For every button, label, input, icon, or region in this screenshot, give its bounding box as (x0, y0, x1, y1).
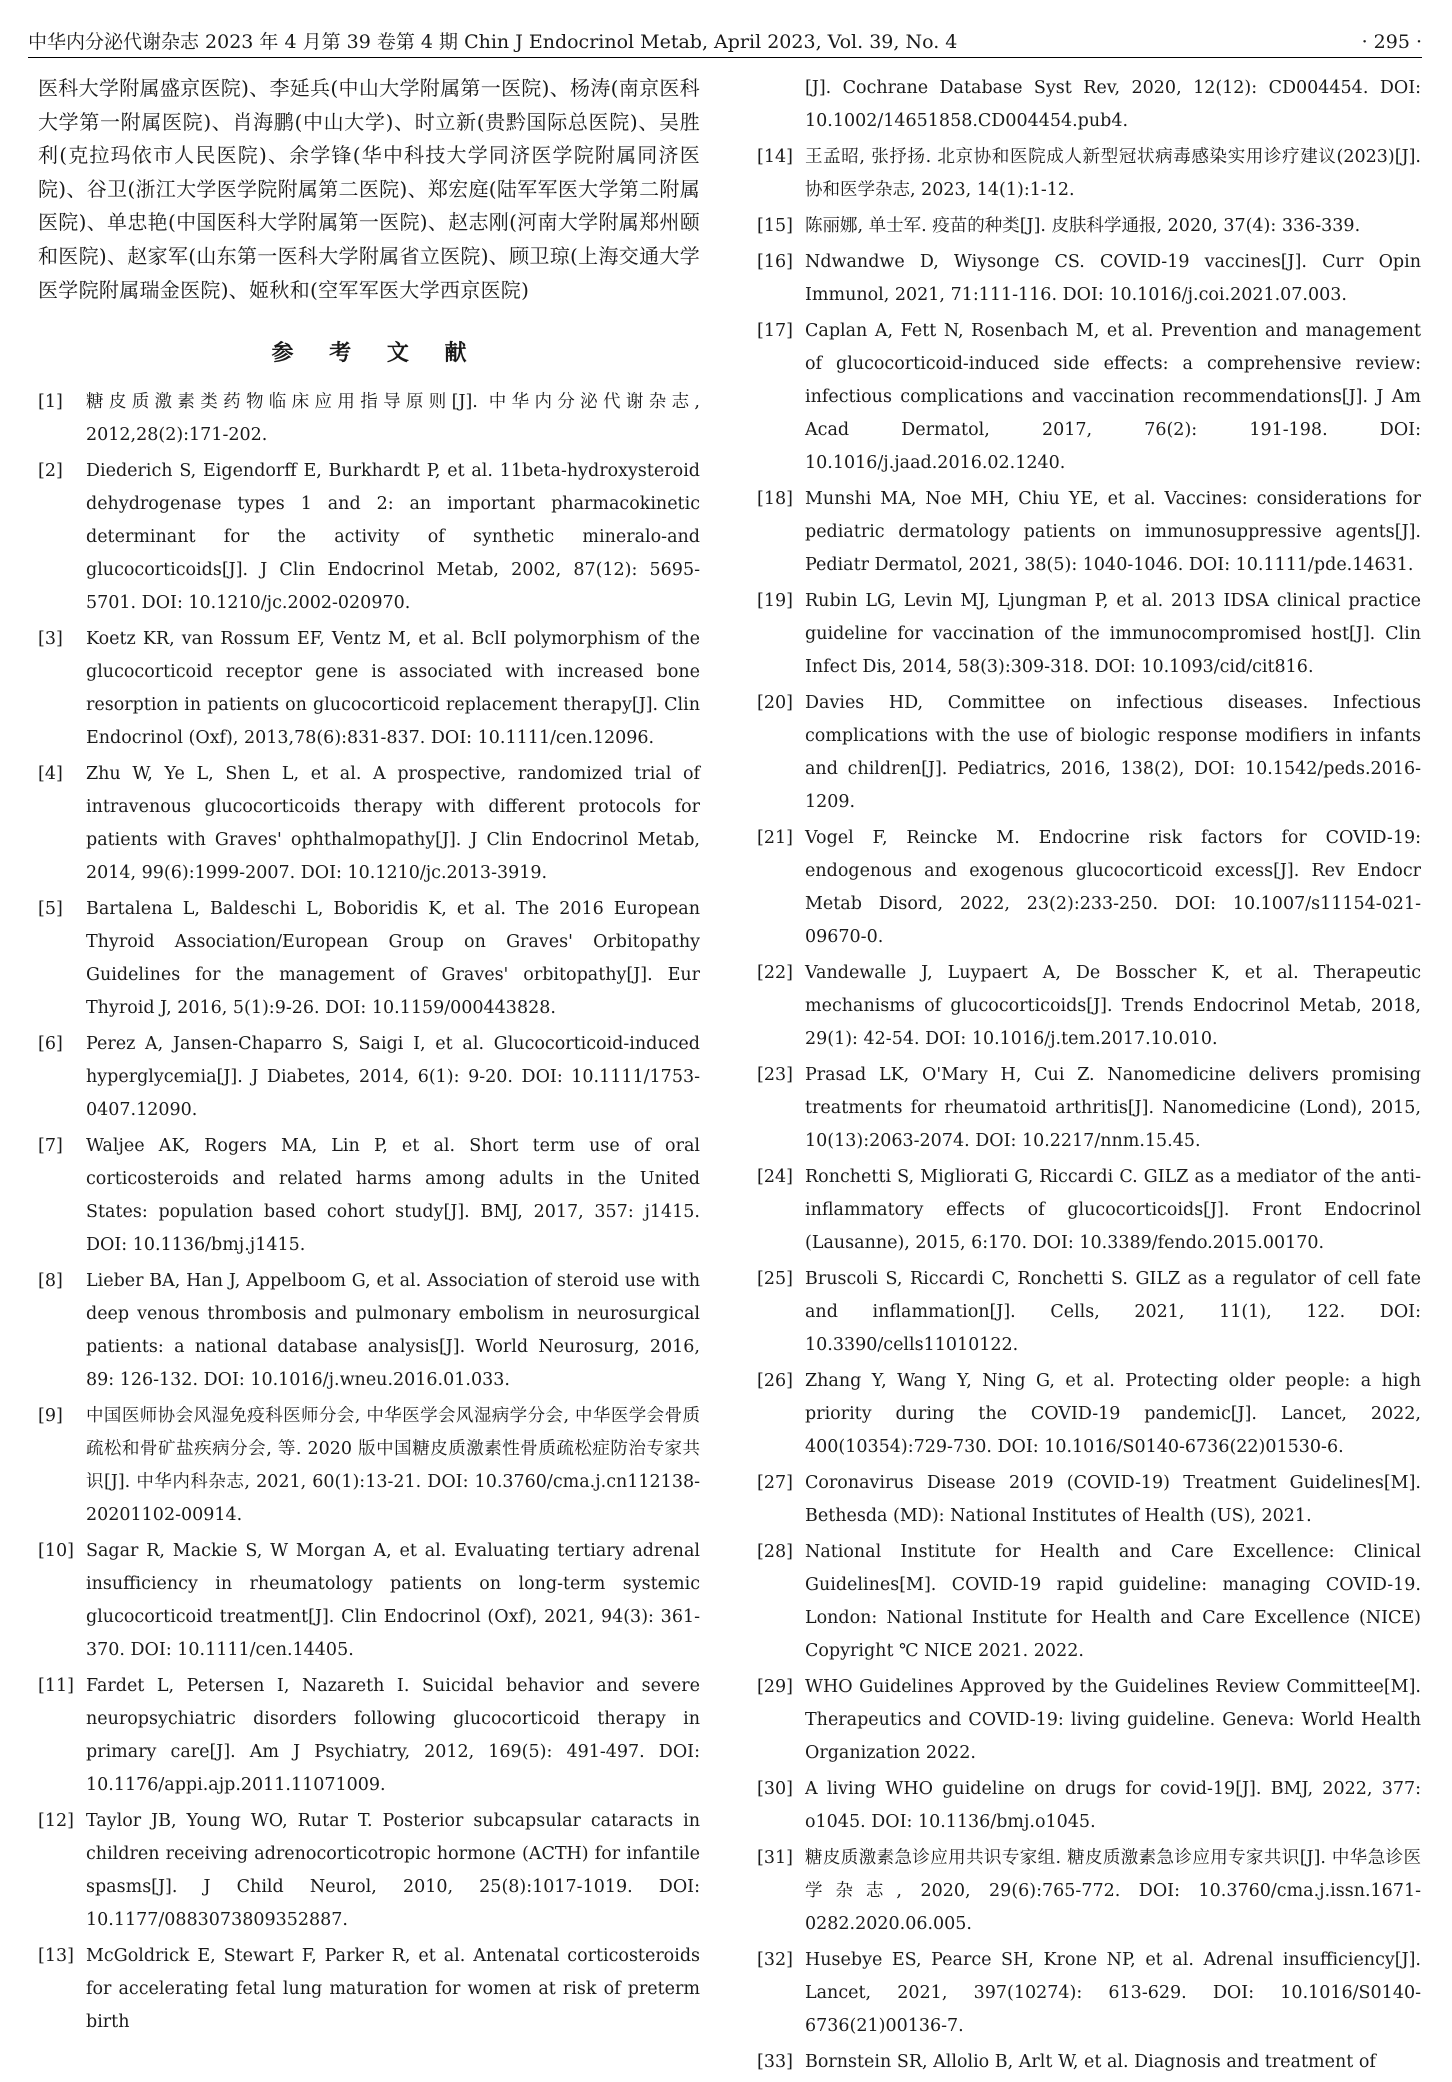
reference-13-continuation: [J]. Cochrane Database Syst Rev, 2020, 12(12): CD004454. DOI: 10.1002/14651858.CD004454.pub4. (805, 78, 1421, 131)
reference-number: [15] (757, 216, 793, 236)
reference-text: Ronchetti S, Migliorati G, Riccardi C. GILZ as a mediator of the anti-inflammatory effects of glucocorticoids[J]. Front Endocrinol (Lausanne), 2015, 6:170. DOI: 10.3389/fendo.2015.00170. (805, 1167, 1421, 1253)
reference-number: [27] (757, 1473, 793, 1493)
reference-number: [29] (757, 1677, 793, 1697)
reference-entry (757, 585, 1421, 684)
reference-text: Munshi MA, Noe MH, Chiu YE, et al. Vaccines: considerations for pediatric dermatology patients on immunosuppressive agents[J]. Pediatr Dermatol, 2021, 38(5): 1040-1046. DOI: 10.1111/pde.14631. (805, 489, 1421, 575)
reference-number: [25] (757, 1269, 793, 1289)
reference-entry (38, 1400, 700, 1532)
reference-number: [4] (38, 764, 63, 785)
reference-number: [3] (38, 629, 63, 650)
reference-entry (38, 1670, 700, 1802)
reference-entry (38, 386, 700, 452)
reference-number: [14] (757, 147, 793, 167)
reference-number: [19] (757, 591, 793, 611)
reference-number: [6] (38, 1034, 63, 1055)
reference-text: Husebye ES, Pearce SH, Krone NP, et al. Adrenal insufficiency[J]. Lancet, 2021, 397(10274): 613-629. DOI: 10.1016/S0140-6736(21)00136-7. (805, 1950, 1421, 2036)
reference-entry (757, 687, 1421, 819)
reference-entry (757, 1773, 1421, 1839)
reference-number: [31] (757, 1848, 793, 1868)
reference-text: Bartalena L, Baldeschi L, Boboridis K, et al. The 2016 European Thyroid Association/European Group on Graves' Orbitopathy Guidelines for the management of Graves' orbitopathy[J]. Eur Thyroid J, 2016, 5(1):9-26. DOI: 10.1159/000443828. (86, 899, 700, 1019)
reference-entry (757, 1059, 1421, 1158)
reference-entry (757, 822, 1421, 954)
reference-number: [1] (38, 392, 63, 413)
reference-text: Taylor JB, Young WO, Rutar T. Posterior subcapsular cataracts in children receiving adrenocorticotropic hormone (ACTH) for infantile spasms[J]. J Child Neurol, 2010, 25(8):1017-1019. DOI: 10.1177/0883073809352887. (86, 1811, 700, 1931)
reference-text: Diederich S, Eigendorff E, Burkhardt P, et al. 11beta-hydroxysteroid dehydrogenase types 1 and 2: an important pharmacokinetic determinant for the activity of synthetic mineralo-and glucocorticoids[J]. J Clin Endocrinol Metab, 2002, 87(12): 5695-5701. DOI: 10.1210/jc.2002-020970. (86, 461, 700, 614)
reference-entry (757, 246, 1421, 312)
reference-entry (38, 455, 700, 620)
reference-entry (757, 957, 1421, 1056)
reference-number: [20] (757, 693, 793, 713)
reference-number: [10] (38, 1541, 74, 1562)
reference-text: National Institute for Health and Care Excellence: Clinical Guidelines[M]. COVID-19 rapid guideline: managing COVID-19. London: National Institute for Health and Care Excellence (NICE) Copyright ℃ NICE 2021. 2022. (805, 1542, 1421, 1661)
reference-entry (757, 1536, 1421, 1668)
reference-entry (38, 893, 700, 1025)
reference-entry (757, 1263, 1421, 1362)
reference-text: Bornstein SR, Allolio B, Arlt W, et al. Diagnosis and treatment of (805, 2052, 1376, 2072)
reference-text: 糖皮质激素类药物临床应用指导原则[J]. 中华内分泌代谢杂志, 2012,28(2):171-202. (86, 392, 700, 446)
reference-number: [26] (757, 1371, 793, 1391)
reference-number: [17] (757, 321, 793, 341)
reference-text: 王孟昭, 张抒扬. 北京协和医院成人新型冠状病毒感染实用诊疗建议(2023)[J]. 协和医学杂志, 2023, 14(1):1-12. (805, 147, 1421, 200)
reference-number: [11] (38, 1676, 74, 1697)
reference-text: Prasad LK, O'Mary H, Cui Z. Nanomedicine delivers promising treatments for rheumatoid arthritis[J]. Nanomedicine (Lond), 2015, 10(13):2063-2074. DOI: 10.2217/nnm.15.45. (805, 1065, 1421, 1151)
running-header (28, 26, 1422, 58)
reference-text: Waljee AK, Rogers MA, Lin P, et al. Short term use of oral corticosteroids and related harms among adults in the United States: population based cohort study[J]. BMJ, 2017, 357: j1415. DOI: 10.1136/bmj.j1415. (86, 1136, 700, 1256)
reference-number: [22] (757, 963, 793, 983)
reference-text: A living WHO guideline on drugs for covid-19[J]. BMJ, 2022, 377: o1045. DOI: 10.1136/bmj.o1045. (805, 1779, 1421, 1832)
reference-entry (38, 1805, 700, 1937)
page-number: · 295 · (1361, 31, 1422, 53)
reference-text: Ndwandwe D, Wiysonge CS. COVID-19 vaccines[J]. Curr Opin Immunol, 2021, 71:111-116. DOI: 10.1016/j.coi.2021.07.003. (805, 252, 1421, 305)
reference-list-right (757, 141, 1421, 2079)
reference-text: WHO Guidelines Approved by the Guidelines Review Committee[M]. Therapeutics and COVID-19: living guideline. Geneva: World Health Organization 2022. (805, 1677, 1421, 1763)
reference-text: Vogel F, Reincke M. Endocrine risk factors for COVID-19: endogenous and exogenous glucocorticoid excess[J]. Rev Endocr Metab Disord, 2022, 23(2):233-250. DOI: 10.1007/s11154-021-09670-0. (805, 828, 1421, 947)
reference-text: Caplan A, Fett N, Rosenbach M, et al. Prevention and management of glucocorticoid-induced side effects: a comprehensive review: infectious complications and vaccination recommendations[J]. J Am Acad Dermatol, 2017, 76(2): 191-198. DOI: 10.1016/j.jaad.2016.02.1240. (805, 321, 1421, 473)
reference-text: Sagar R, Mackie S, W Morgan A, et al. Evaluating tertiary adrenal insufficiency in rheumatology patients on long-term systemic glucocorticoid treatment[J]. Clin Endocrinol (Oxf), 2021, 94(3): 361-370. DOI: 10.1111/cen.14405. (86, 1541, 700, 1661)
reference-entry (757, 141, 1421, 207)
reference-list-left (38, 386, 700, 2039)
reference-entry (757, 1365, 1421, 1464)
references-heading: 参 考 文 献 (271, 340, 481, 367)
reference-entry (38, 1265, 700, 1397)
reference-text: Lieber BA, Han J, Appelboom G, et al. Association of steroid use with deep venous thrombosis and pulmonary embolism in neurosurgical patients: a national database analysis[J]. World Neurosurg, 2016, 89: 126-132. DOI: 10.1016/j.wneu.2016.01.033. (86, 1271, 700, 1391)
reference-number: [28] (757, 1542, 793, 1562)
reference-entry (757, 1467, 1421, 1533)
reference-entry (38, 758, 700, 890)
reference-number: [24] (757, 1167, 793, 1187)
reference-entry (38, 1028, 700, 1127)
reference-entry (757, 483, 1421, 582)
reference-number: [7] (38, 1136, 63, 1157)
reference-number: [2] (38, 461, 63, 482)
reference-entry (757, 1842, 1421, 1941)
reference-number: [23] (757, 1065, 793, 1085)
reference-entry (38, 1535, 700, 1667)
reference-entry (38, 1130, 700, 1262)
reference-number: [32] (757, 1950, 793, 1970)
reference-text: 糖皮质激素急诊应用共识专家组. 糖皮质激素急诊应用专家共识[J]. 中华急诊医学杂志, 2020, 29(6):765-772. DOI: 10.3760/cma.j.issn.1671-0282.2020.06.005. (805, 1848, 1421, 1934)
reference-text: 陈丽娜, 单士军. 疫苗的种类[J]. 皮肤科学通报, 2020, 37(4): 336-339. (805, 216, 1361, 236)
reference-text: Zhang Y, Wang Y, Ning G, et al. Protecting older people: a high priority during the COVID-19 pandemic[J]. Lancet, 2022, 400(10354):729-730. DOI: 10.1016/S0140-6736(22)01530-6. (805, 1371, 1421, 1457)
reference-entry (757, 315, 1421, 480)
reference-text: Vandewalle J, Luypaert A, De Bosscher K, et al. Therapeutic mechanisms of glucocorticoids[J]. Trends Endocrinol Metab, 2018, 29(1): 42-54. DOI: 10.1016/j.tem.2017.10.010. (805, 963, 1421, 1049)
reference-number: [18] (757, 489, 793, 509)
header-rule (28, 57, 1422, 58)
reference-text: Perez A, Jansen-Chaparro S, Saigi I, et al. Glucocorticoid-induced hyperglycemia[J]. J Diabetes, 2014, 6(1): 9-20. DOI: 10.1111/1753-0407.12090. (86, 1034, 700, 1121)
reference-number: [12] (38, 1811, 74, 1832)
reference-number: [30] (757, 1779, 793, 1799)
reference-text: Koetz KR, van Rossum EF, Ventz M, et al. BclI polymorphism of the glucocorticoid receptor gene is associated with increased bone resorption in patients on glucocorticoid replacement therapy[J]. Clin Endocrinol (Oxf), 2013,78(6):831-837. DOI: 10.1111/cen.12096. (86, 629, 700, 749)
reference-text: McGoldrick E, Stewart F, Parker R, et al. Antenatal corticosteroids for accelerating fetal lung maturation for women at risk of preterm birth (86, 1946, 700, 2033)
left-column (38, 72, 700, 2042)
reference-number: [16] (757, 252, 793, 272)
reference-text: Coronavirus Disease 2019 (COVID-19) Treatment Guidelines[M]. Bethesda (MD): National Institutes of Health (US), 2021. (805, 1473, 1421, 1526)
reference-entry (757, 210, 1421, 243)
reference-number: [21] (757, 828, 793, 848)
reference-text: Rubin LG, Levin MJ, Ljungman P, et al. 2013 IDSA clinical practice guideline for vaccination of the immunocompromised host[J]. Clin Infect Dis, 2014, 58(3):309-318. DOI: 10.1093/cid/cit816. (805, 591, 1421, 677)
reference-number: [9] (38, 1406, 63, 1427)
reference-number: [8] (38, 1271, 63, 1292)
reference-entry (38, 1940, 700, 2039)
reference-entry (757, 1944, 1421, 2043)
reference-number: [13] (38, 1946, 74, 1967)
reference-entry (757, 1671, 1421, 1770)
reference-text: Davies HD, Committee on infectious diseases. Infectious complications with the use of biologic response modifiers in infants and children[J]. Pediatrics, 2016, 138(2), DOI: 10.1542/peds.2016-1209. (805, 693, 1421, 812)
reference-entry (757, 2046, 1421, 2079)
right-column (757, 72, 1421, 2082)
reference-text: Fardet L, Petersen I, Nazareth I. Suicidal behavior and severe neuropsychiatric disorders following glucocorticoid therapy in primary care[J]. Am J Psychiatry, 2012, 169(5): 491-497. DOI: 10.1176/appi.ajp.2011.11071009. (86, 1676, 700, 1796)
reference-number: [33] (757, 2052, 793, 2072)
reference-entry (38, 623, 700, 755)
reference-text: Zhu W, Ye L, Shen L, et al. A prospective, randomized trial of intravenous glucocorticoids therapy with different protocols for patients with Graves' ophthalmopathy[J]. J Clin Endocrinol Metab, 2014, 99(6):1999-2007. DOI: 10.1210/jc.2013-3919. (86, 764, 700, 884)
reference-number: [5] (38, 899, 63, 920)
reference-text: 中国医师协会风湿免疫科医师分会, 中华医学会风湿病学分会, 中华医学会骨质疏松和骨矿盐疾病分会, 等. 2020 版中国糖皮质激素性骨质疏松症防治专家共识[J]. 中华内科杂志, 2021, 60(1):13-21. DOI: 10.3760/cma.j.cn112138-20201102-00914. (86, 1406, 700, 1526)
reference-text: Bruscoli S, Riccardi C, Ronchetti S. GILZ as a regulator of cell fate and inflammation[J]. Cells, 2021, 11(1), 122. DOI: 10.3390/cells11010122. (805, 1269, 1421, 1355)
reference-entry (757, 1161, 1421, 1260)
journal-citation-line: 中华内分泌代谢杂志 2023 年 4 月第 39 卷第 4 期 Chin J Endocrinol Metab, April 2023, Vol. 39, No. 4 (28, 31, 958, 53)
author-affiliations-paragraph: 医科大学附属盛京医院)、李延兵(中山大学附属第一医院)、杨涛(南京医科大学第一附属医院)、肖海鹏(中山大学)、时立新(贵黔国际总医院)、吴胜利(克拉玛依市人民医院)、余学锋(华中科技大学同济医学院附属同济医院)、谷卫(浙江大学医学院附属第二医院)、郑宏庭(陆军军医大学第二附属医院)、单忠艳(中国医科大学附属第一医院)、赵志刚(河南大学附属郑州颐和医院)、赵家军(山东第一医科大学附属省立医院)、顾卫琼(上海交通大学医学院附属瑞金医院)、姬秋和(空军军医大学西京医院) (38, 76, 700, 302)
